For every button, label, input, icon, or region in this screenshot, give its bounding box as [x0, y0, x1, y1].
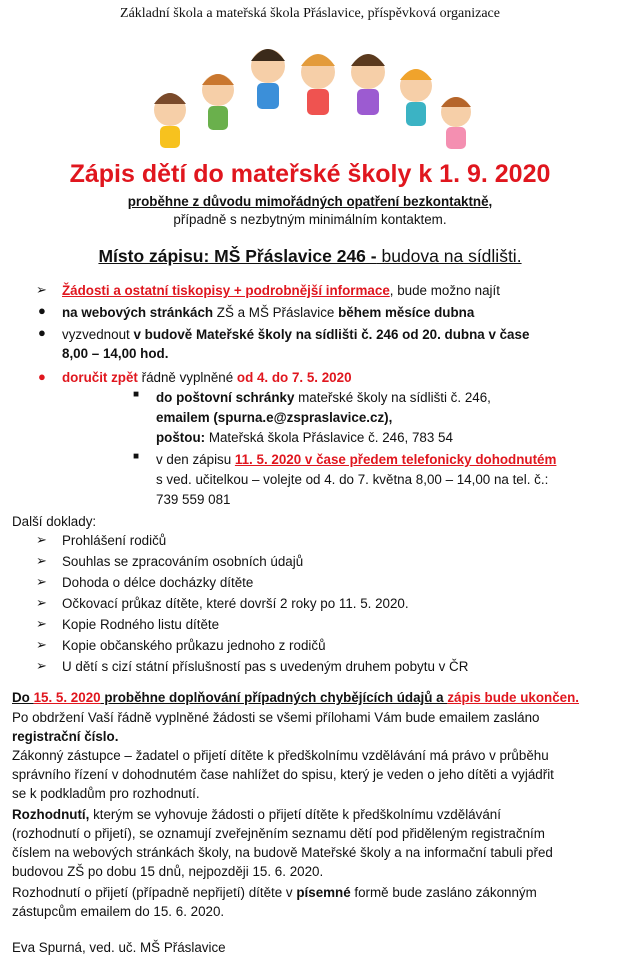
- sub-enrollment-day: v den zápisu 11. 5. 2020 v čase předem telefonicky dohodnutém: [156, 452, 557, 467]
- arrow-bullet-icon: ➢: [36, 282, 47, 297]
- bullet-return: doručit zpět řádně vyplněné od 4. do 7. 5. 2020: [62, 370, 352, 385]
- sub-call-teacher: s ved. učitelkou – volejte od 4. do 7. května 8,00 – 14,00 na tel. č.:: [156, 472, 549, 487]
- child-3: [251, 49, 285, 109]
- bullet-website: na webových stránkách ZŠ a MŠ Přáslavice během měsíce dubna: [62, 305, 475, 320]
- paragraph-line: Rozhodnutí, kterým se vyhovuje žádosti o přijetí dítěte k předškolnímu vzdělávání: [12, 807, 501, 822]
- paragraph-line: Rozhodnutí o přijetí (případně nepřijetí) dítěte v písemné formě bude zasláno zákonným: [12, 885, 537, 900]
- dot-bullet-icon: ●: [38, 369, 46, 384]
- square-bullet-icon: ■: [133, 389, 140, 400]
- bullet-pickup: vyzvednout v budově Mateřské školy na sídlišti č. 246 od 20. dubna v čase: [62, 327, 530, 342]
- paragraph-line: budovou ZŠ po dobu 15 dnů, nejpozději 15. 6. 2020.: [12, 864, 324, 879]
- paragraph-line: Zákonný zástupce – žadatel o přijetí dítěte k předškolnímu vzdělávání má právo v průběhu: [12, 748, 549, 763]
- docs-list-item: Kopie Rodného listu dítěte: [62, 617, 220, 632]
- page-title: Zápis dětí do mateřské školy k 1. 9. 2020: [69, 160, 551, 188]
- docs-list-item: U dětí s cizí státní příslušností pas s uvedeným druhem pobytu v ČR: [62, 659, 469, 674]
- arrow-bullet-icon: ➢: [36, 553, 47, 568]
- sub-phone: 739 559 081: [156, 492, 231, 507]
- child-1: [154, 93, 186, 148]
- sub-mailbox: do poštovní schránky mateřské školy na sídlišti č. 246,: [156, 390, 491, 405]
- paragraph-line: zástupcům emailem do 15. 6. 2020.: [12, 904, 225, 919]
- deadline-notice: Do 15. 5. 2020 proběhne doplňování případných chybějících údajů a zápis bude ukončen.: [12, 690, 580, 705]
- dot-bullet-icon: ●: [38, 303, 46, 318]
- docs-heading: Další doklady:: [12, 514, 97, 529]
- docs-list-item: Dohoda o délce docházky dítěte: [62, 575, 254, 590]
- paragraph-line: se k podkladům pro rozhodnutí.: [12, 786, 200, 801]
- arrow-bullet-icon: ➢: [36, 595, 47, 610]
- subtitle-contactless: proběhne z důvodu mimořádných opatření bezkontaktně,: [127, 194, 493, 209]
- child-4: [301, 54, 335, 115]
- sub-email: emailem (spurna.e@zspraslavice.cz),: [156, 410, 393, 425]
- enrollment-place: Místo zápisu: MŠ Přáslavice 246 - budova na sídlišti.: [98, 246, 522, 266]
- signature: Eva Spurná, ved. uč. MŠ Přáslavice: [12, 940, 226, 955]
- arrow-bullet-icon: ➢: [36, 637, 47, 652]
- organization-header: Základní škola a mateřská škola Přáslavice, příspěvková organizace: [120, 6, 500, 21]
- arrow-bullet-icon: ➢: [36, 658, 47, 673]
- paragraph-line: Po obdržení Vaší řádně vyplněné žádosti se všemi přílohami Vám bude emailem zasláno: [12, 710, 540, 725]
- paragraph-line: číslem na webových stránkách školy, na budově Mateřské školy a na informační tabuli před: [12, 845, 553, 860]
- paragraph-line: registrační číslo.: [12, 729, 119, 744]
- square-bullet-icon: ■: [133, 451, 140, 462]
- arrow-bullet-icon: ➢: [36, 574, 47, 589]
- paragraph-line: správního řízení v dohodnutém čase nahlížet do spisu, který je veden o jeho dítěti a vyjádřit: [12, 767, 554, 782]
- child-6: [400, 69, 432, 126]
- child-2: [202, 74, 234, 130]
- arrow-bullet-icon: ➢: [36, 532, 47, 547]
- paragraph-line: (rozhodnutí o přijetí), se oznamují zveřejněním seznamu dětí pod přiděleným registračním: [12, 826, 545, 841]
- docs-list-item: Kopie občanského průkazu jednoho z rodičů: [62, 638, 326, 653]
- children-illustration: [140, 30, 480, 158]
- child-7: [441, 97, 471, 149]
- dot-bullet-icon: ●: [38, 325, 46, 340]
- subtitle-minimal-contact: případně s nezbytným minimálním kontaktem.: [173, 212, 447, 227]
- bullet-forms: Žádosti a ostatní tiskopisy + podrobnější informace, bude možno najít: [62, 283, 500, 298]
- docs-list-item: Souhlas se zpracováním osobních údajů: [62, 554, 304, 569]
- sub-post: poštou: Mateřská škola Přáslavice č. 246, 783 54: [156, 430, 453, 445]
- arrow-bullet-icon: ➢: [36, 616, 47, 631]
- child-5: [351, 54, 385, 115]
- bullet-pickup-hours: 8,00 – 14,00 hod.: [62, 346, 169, 361]
- docs-list-item: Prohlášení rodičů: [62, 533, 167, 548]
- docs-list-item: Očkovací průkaz dítěte, které dovrší 2 roky po 11. 5. 2020.: [62, 596, 409, 611]
